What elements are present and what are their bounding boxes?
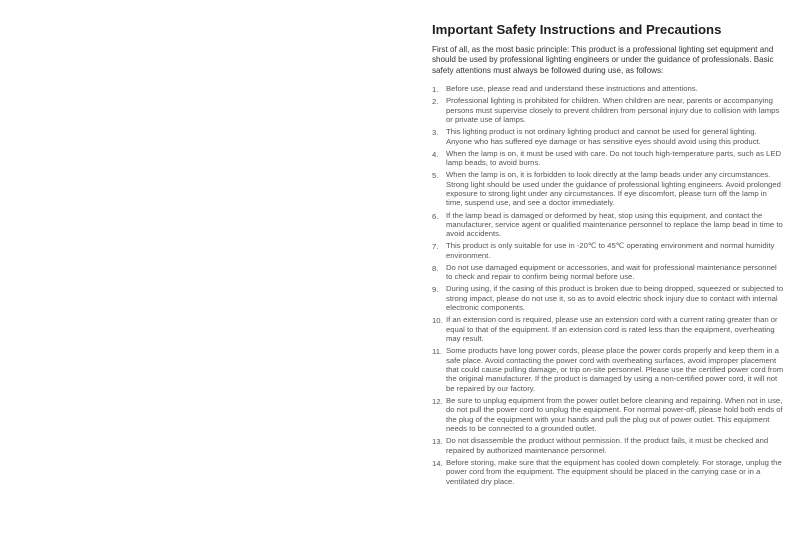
item-number: 2. (432, 97, 439, 107)
item-text: During using, if the casing of this product is broken due to being dropped, squeezed or subjected to strong impact, please do not use it, so as to avoid electric shock injury due to contact with internal electronic components. (446, 284, 784, 313)
list-item (432, 263, 784, 282)
item-number: 4. (432, 149, 439, 159)
list-item (432, 96, 784, 124)
list-item (432, 170, 784, 208)
item-number: 1. (432, 85, 439, 95)
list-item (432, 315, 784, 343)
item-number: 13. (432, 437, 443, 447)
item-text: When the lamp is on, it must be used with care. Do not touch high-temperature parts, such as LED lamp beads, to avoid burns. (446, 148, 781, 168)
item-text: Do not disassemble the product without permission. If the product fails, it must be checked and repaired by authorized maintenance personnel. (446, 436, 769, 455)
item-text: When the lamp is on, it is forbidden to look directly at the lamp beads under any circumstances. Strong light should be used under the guidance of professional lighting engineers. Avoid prolonged exposure to strong light under any circumstances. If eye discomfort, please turn off the lamp in time, suspend use, and see a doctor immediately. (446, 170, 781, 208)
instruction-list (432, 84, 784, 486)
item-text: If the lamp bead is damaged or deformed by heat, stop using this equipment, and contact the manufacturer, service agent or qualified maintenance personnel to replace the lamp bead in time to avoid accidents. (446, 210, 783, 239)
item-number: 10. (432, 316, 443, 326)
item-number: 11. (432, 347, 443, 357)
intro-paragraph: First of all, as the most basic principle: This product is a professional lighting set equipment and should be used by professional lighting engineers or under the guidance of professionals. Basic safety attentions must always be followed during use, as follows: (432, 45, 774, 75)
item-text: Before storing, make sure that the equipment has cooled down completely. For storage, unplug the power cord from the equipment. The equipment should be placed in the carrying case or in a ventilated dry place. (446, 457, 782, 486)
list-item (432, 149, 784, 168)
item-number: 3. (432, 128, 439, 138)
item-number: 7. (432, 242, 439, 252)
list-item (432, 211, 784, 239)
item-number: 8. (432, 263, 439, 273)
list-item (432, 458, 784, 486)
item-text: Some products have long power cords, please place the power cords properly and keep them in a safe place. Avoid contacting the power cord with overheating surfaces, avoid improper placement that could cause pulling damage, or trip on-site personnel. Please use the certified power cord from the original manufacturer. If the product is damaged by using a non-certified power cord, it will not be repaired by our factory. (446, 346, 784, 393)
safety-page (432, 22, 784, 489)
item-text: This lighting product is not ordinary lighting product and cannot be used for general lighting. Anyone who has suffered eye damage or has sensitive eyes should avoid using this product. (446, 127, 761, 146)
list-item (432, 241, 784, 260)
item-number: 14. (432, 458, 443, 468)
item-number: 5. (432, 171, 439, 181)
item-text: Professional lighting is prohibited for children. When children are near, parents or accompanying persons must supervise closely to prevent children from personal injury due to collision with lamps or private use of lamps. (446, 96, 780, 125)
list-item (432, 127, 784, 146)
list-item (432, 396, 784, 434)
item-text: If an extension cord is required, please use an extension cord with a current rating greater than or equal to that of the equipment. If an extension cord is rated less than the equipment, overheating may result. (446, 315, 778, 344)
list-item (432, 284, 784, 312)
item-number: 9. (432, 285, 439, 295)
list-item (432, 84, 784, 93)
item-number: 12. (432, 396, 443, 406)
item-text: Do not use damaged equipment or accessories, and wait for professional maintenance personnel to check and repair to confirm being normal before use. (446, 262, 777, 282)
list-item (432, 436, 784, 455)
item-text: Be sure to unplug equipment from the power outlet before cleaning and repairing. When not in use, do not pull the power cord to unplug the equipment. For normal power-off, please hold both ends of the plug of the equipment with your hands and pull the plug out of power outlet. This equipment needs to be connected to a grounded outlet. (446, 395, 783, 434)
list-item (432, 346, 784, 393)
item-text: This product is only suitable for use in -20℃ to 45℃ operating environment and normal humidity environment. (446, 241, 775, 260)
item-text: Before use, please read and understand these instructions and attentions. (446, 84, 698, 94)
item-number: 6. (432, 211, 439, 221)
page-title: Important Safety Instructions and Precautions (432, 22, 722, 37)
